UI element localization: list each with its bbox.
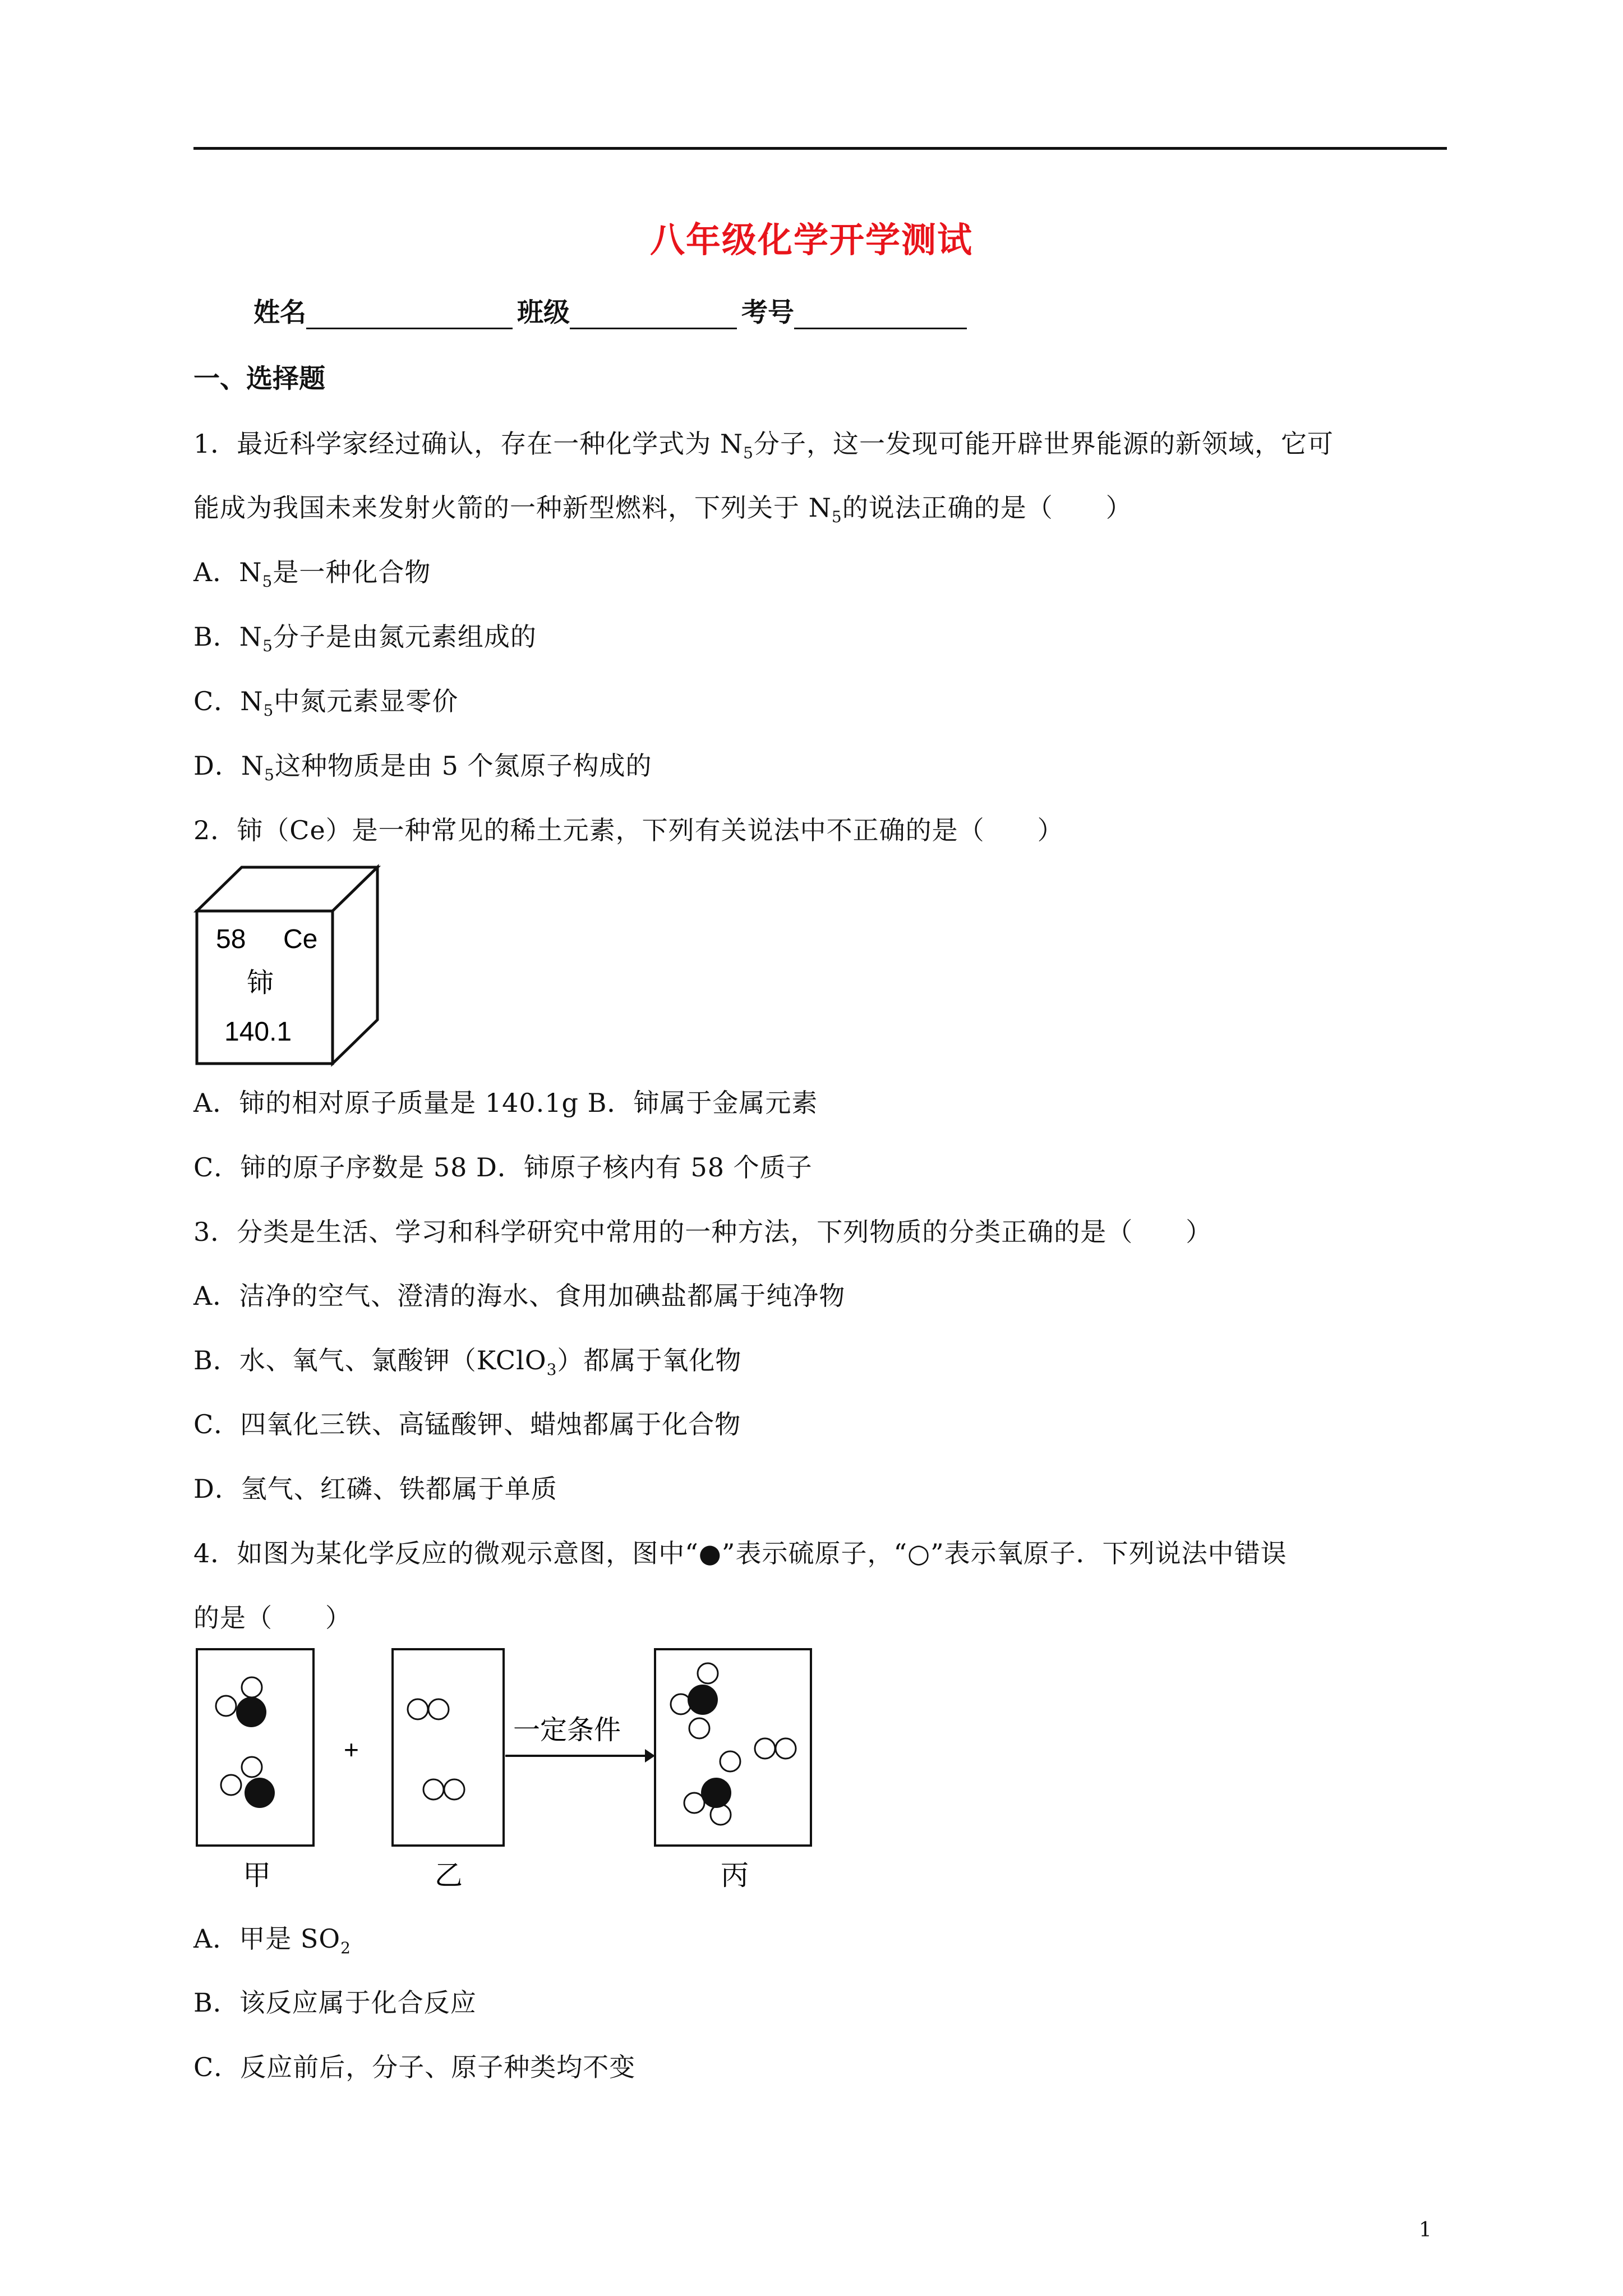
- element-mass: 140.1: [224, 1017, 292, 1047]
- page-title: 八年级化学开学测试: [649, 219, 973, 260]
- q3-option-b[interactable]: B．水、氧气、氯酸钾（KClO$_3$）都属于氧化物: [193, 1345, 742, 1379]
- q4-stem-line2: 的是（ ）: [193, 1603, 352, 1633]
- page-number: 1: [1419, 2219, 1432, 2242]
- q3-option-c[interactable]: C．四氧化三铁、高锰酸钾、蜡烛都属于化合物: [193, 1409, 741, 1439]
- name-blank[interactable]: [306, 300, 513, 329]
- exam-no-blank[interactable]: [794, 300, 967, 329]
- label-bing: 丙: [721, 1859, 749, 1892]
- cerium-element-cube: [193, 864, 384, 1067]
- q3-stem: 3．分类是生活、学习和科学研究中常用的一种方法，下列物质的分类正确的是（ ）: [193, 1217, 1212, 1247]
- q1-option-b[interactable]: B．$N_5$分子是由氮元素组成的: [193, 622, 537, 655]
- reaction-diagram: [193, 1644, 813, 1896]
- element-symbol: Ce: [283, 924, 318, 954]
- q1-stem-line1: 1．最近科学家经过确认，存在一种化学式为 $N_5$分子，这一发现可能开辟世界能源的新领域，它可: [193, 429, 1334, 462]
- q1-option-a[interactable]: A．$N_5$是一种化合物: [193, 557, 431, 591]
- arrow-label: 一定条件: [513, 1714, 621, 1746]
- q2-options-line1[interactable]: A．铈的相对原子质量是 140.1g B．铈属于金属元素: [193, 1088, 818, 1118]
- element-name: 铈: [247, 967, 274, 999]
- q2-options-line2[interactable]: C．铈的原子序数是 58 D．铈原子核内有 58 个质子: [193, 1152, 813, 1182]
- student-info-line: [253, 292, 971, 329]
- class-blank[interactable]: [570, 300, 737, 329]
- plus-sign: +: [344, 1735, 359, 1764]
- q4-option-a[interactable]: A．甲是 $SO_2$: [193, 1924, 351, 1957]
- class-label: 班级: [517, 297, 570, 328]
- label-yi: 乙: [435, 1859, 463, 1892]
- section-title: 一、选择题: [193, 364, 325, 394]
- element-number: 58: [216, 924, 246, 954]
- q1-option-d[interactable]: D．$N_5$这种物质是由 5 个氮原子构成的: [193, 751, 652, 784]
- label-jia: 甲: [243, 1859, 271, 1892]
- q1-option-c[interactable]: C．$N_5$中氮元素显零价: [193, 686, 459, 720]
- exam-no-label: 考号: [741, 297, 794, 328]
- q3-option-a[interactable]: A．洁净的空气、澄清的海水、食用加碘盐都属于纯净物: [193, 1281, 846, 1311]
- box-yi: [393, 1649, 504, 1846]
- q1-stem-line2: 能成为我国未来发射火箭的一种新型燃料，下列关于 $N_5$的说法正确的是（ ）: [193, 493, 1132, 526]
- q4-option-c[interactable]: C．反应前后，分子、原子种类均不变: [193, 2052, 636, 2082]
- q3-option-d[interactable]: D．氢气、红磷、铁都属于单质: [193, 1474, 557, 1504]
- name-label: 姓名: [253, 297, 306, 328]
- q4-option-b[interactable]: B．该反应属于化合反应: [193, 1987, 477, 2018]
- q4-stem-line1: 4．如图为某化学反应的微观示意图，图中“●”表示硫原子，“○”表示氧原子．下列说法中错误: [193, 1538, 1287, 1568]
- q2-stem: 2．铈（Ce）是一种常见的稀土元素，下列有关说法中不正确的是（ ）: [193, 815, 1064, 845]
- header-rule: [193, 147, 1447, 150]
